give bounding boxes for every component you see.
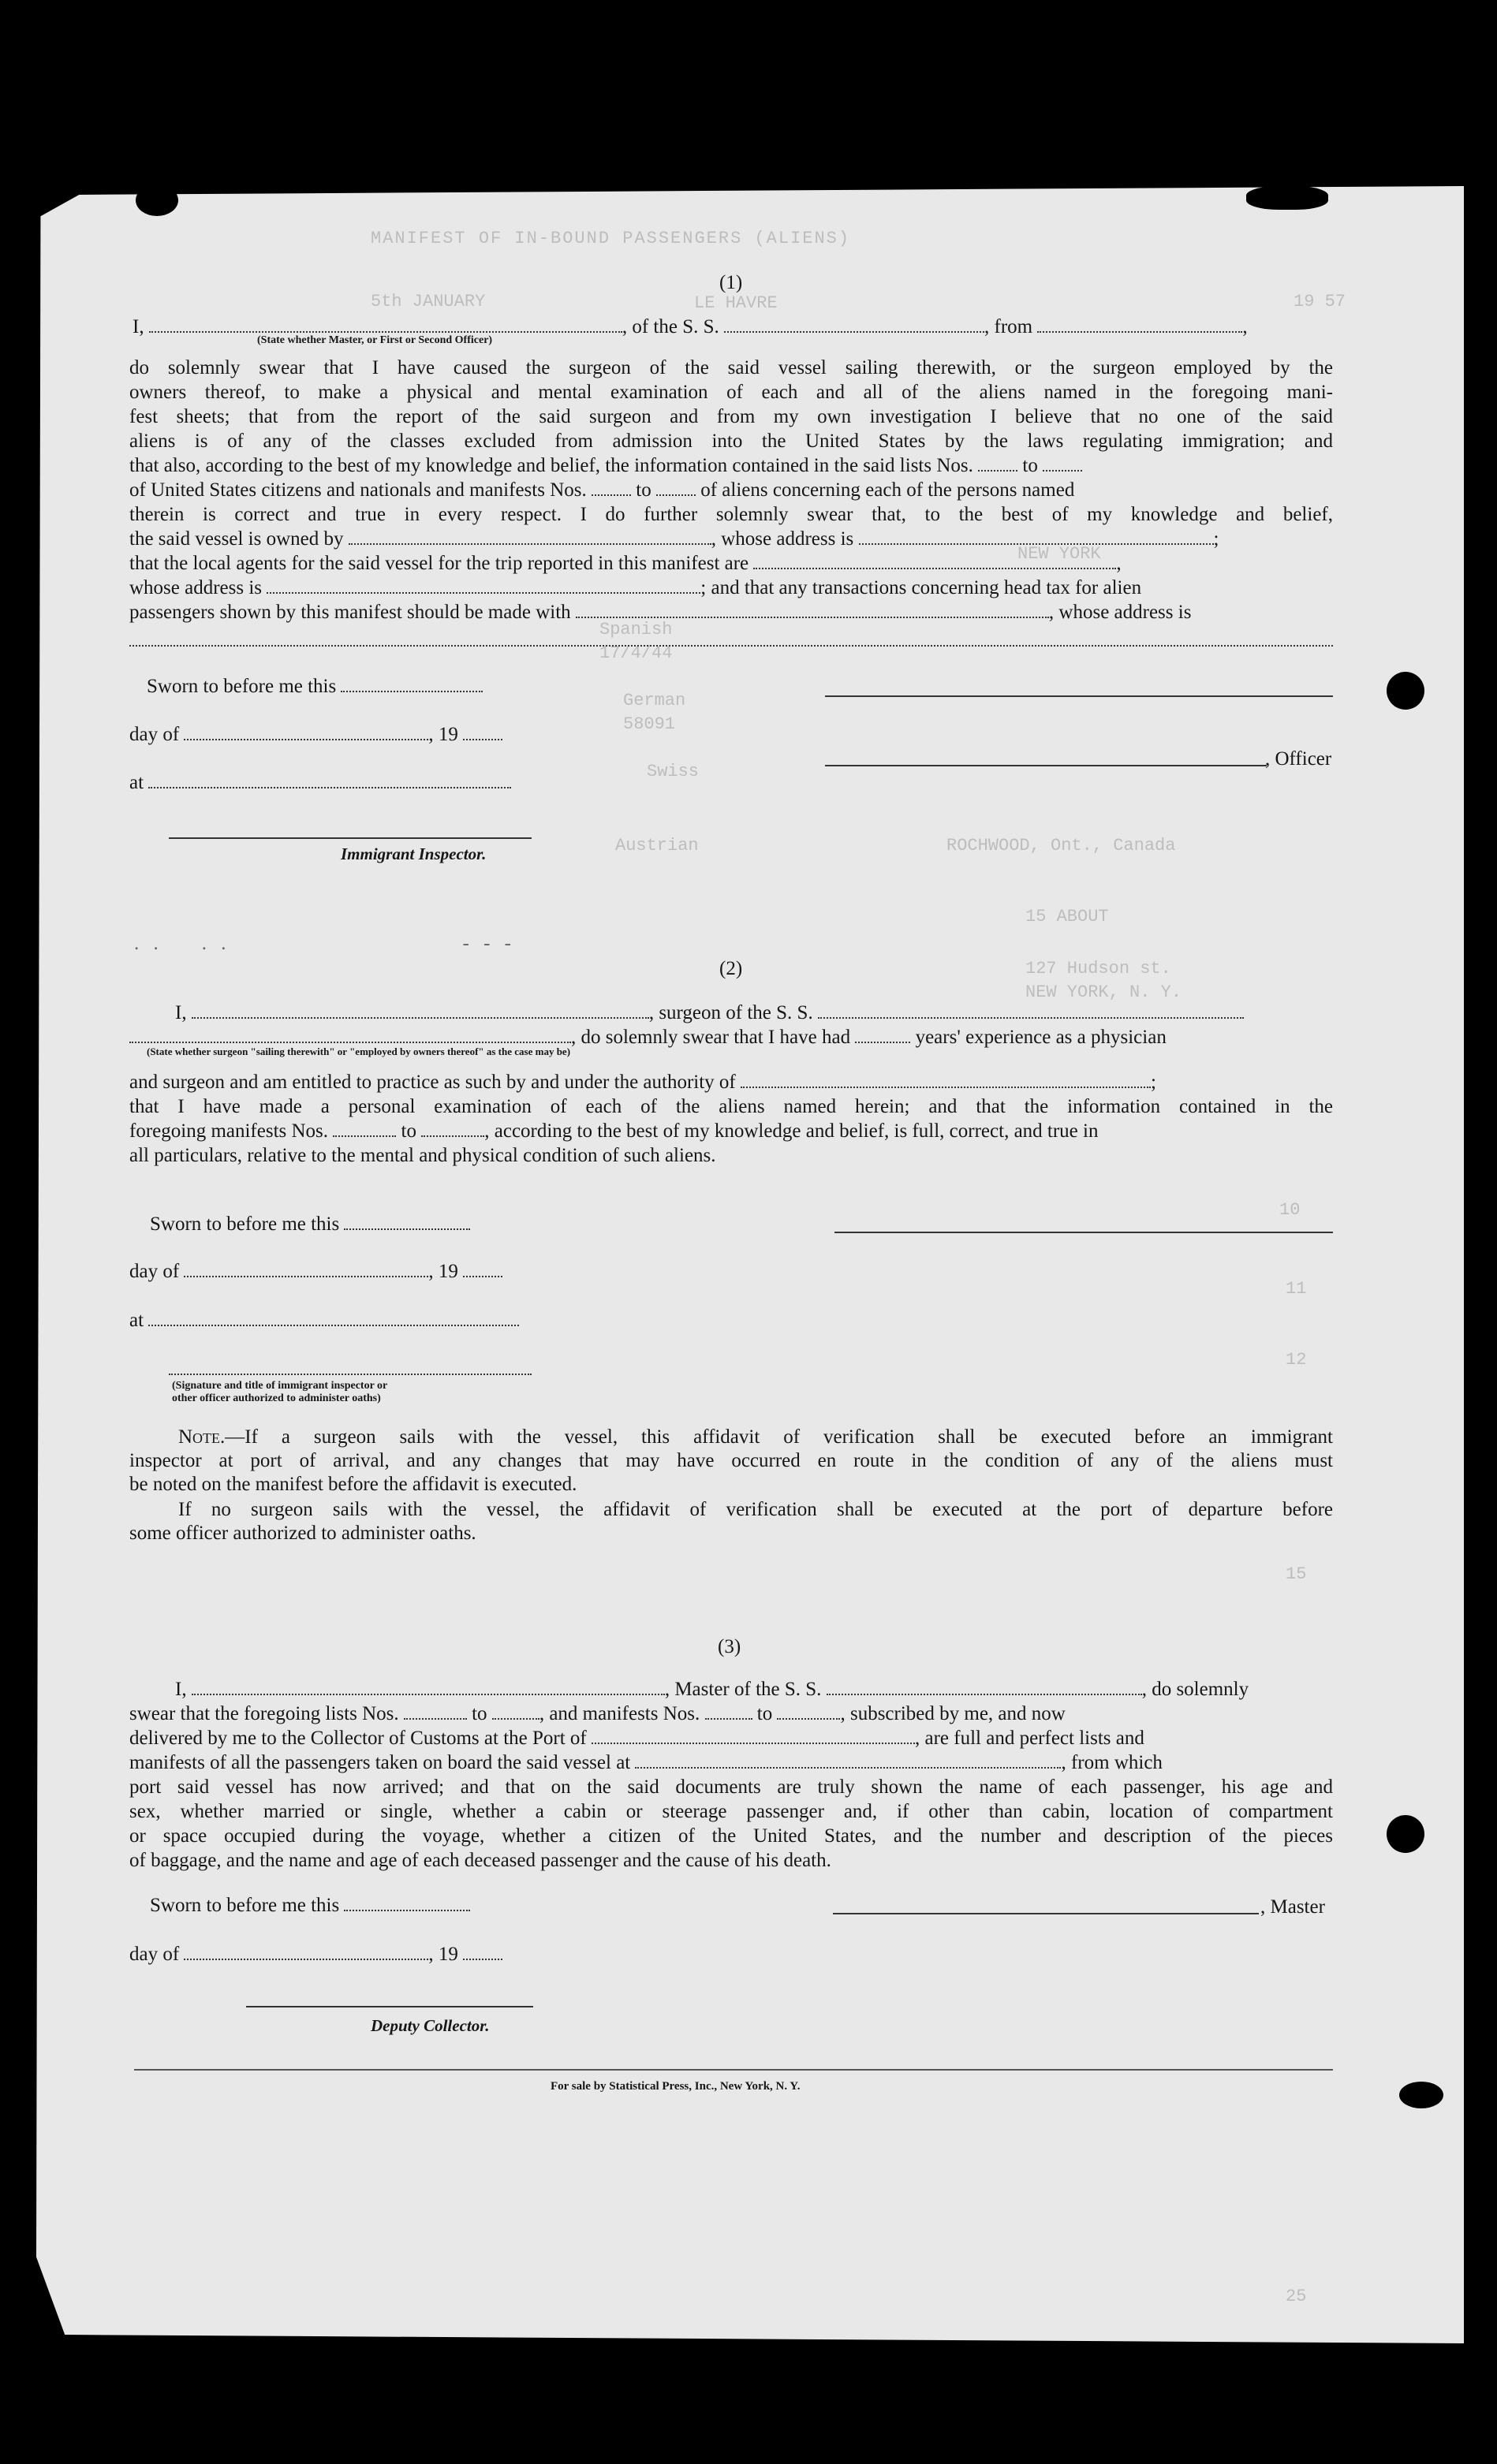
bleed-line: 127 Hudson st. (1025, 959, 1171, 979)
footer-text: For sale by Statistical Press, Inc., New York, N. Y. (551, 2080, 801, 2093)
lists-from-field[interactable] (978, 469, 1017, 472)
text: —If a surgeon sails with the vessel, this affidavit of verification shall be executed before an immigrant (225, 1426, 1333, 1448)
section-2-number: (2) (719, 958, 743, 979)
text: at (129, 1310, 144, 1331)
manifests-from-field[interactable] (592, 494, 631, 496)
surgeon-vessel-field[interactable] (818, 1016, 1244, 1019)
day-of-field[interactable] (184, 1958, 428, 1960)
text: , do solemnly (1141, 1679, 1249, 1700)
text: swear that the foregoing lists Nos. (129, 1703, 399, 1724)
text: to (636, 479, 651, 501)
bleed-line: Spanish (599, 620, 673, 639)
at-label (129, 771, 511, 795)
text: delivered by me to the Collector of Customs at the Port of (129, 1728, 587, 1749)
section-2-line: all particulars, relative to the mental and physical condition of such aliens. (129, 1145, 716, 1166)
years-field[interactable] (855, 1041, 910, 1043)
text: , of the S. S. (622, 316, 719, 337)
year-field[interactable] (463, 1958, 502, 1960)
sworn-label (147, 675, 483, 699)
text: , and manifests Nos. (539, 1703, 700, 1724)
section-3-line: sex, whether married or single, whether a cabin or steerage passenger and, if other than cabin, location of compartment (129, 1801, 1333, 1822)
text: , 19 (428, 1261, 458, 1282)
bleed-margin: 25 (1286, 2287, 1307, 2306)
section-3-line (129, 1702, 1066, 1726)
text: Sworn to before me this (147, 676, 337, 697)
at-label (129, 1309, 519, 1333)
section-3-line: of baggage, and the name and age of each deceased passenger and the cause of his death. (129, 1850, 831, 1871)
section-3-line: port said vessel has now arrived; and that on the said documents are truly shown the name of each passenger, his age and (129, 1776, 1333, 1798)
sworn-date-field[interactable] (344, 1909, 470, 1911)
officer-label: , Officer (1265, 748, 1332, 770)
lists-to-field[interactable] (1043, 469, 1082, 472)
text: I, (175, 1002, 187, 1023)
bleed-line: NEW YORK, N. Y. (1025, 982, 1182, 1002)
bleed-margin: 10 (1279, 1200, 1301, 1220)
text: to (472, 1703, 487, 1724)
inspector-signature-line[interactable] (169, 1374, 532, 1375)
section-1-line (129, 576, 1141, 600)
signature-note: (Signature and title of immigrant inspector or (172, 1380, 388, 1392)
bleed-line: Austrian (615, 836, 699, 856)
note-paragraph: inspector at port of arrival, and any changes that may have occurred en route in the condition of any of the aliens must (129, 1450, 1333, 1471)
text: ; (1213, 528, 1219, 550)
surgeon-manifest-from-field[interactable] (333, 1135, 396, 1137)
year-field[interactable] (463, 1275, 502, 1277)
at-field[interactable] (148, 1324, 519, 1326)
note-paragraph: be noted on the manifest before the affidavit is executed. (129, 1474, 577, 1495)
bleed-margin: 11 (1286, 1279, 1307, 1299)
text: passengers shown by this manifest should be made with (129, 602, 571, 623)
bleed-line: NEW YORK (1017, 544, 1101, 564)
text: that also, according to the best of my knowledge and belief, the information contained in the said lists Nos. (129, 455, 973, 476)
section-1-officer-line: I, , of the S. S. , from , (133, 316, 1248, 337)
text: manifests of all the passengers taken on board the said vessel at (129, 1752, 631, 1773)
section-1-line (129, 552, 1122, 576)
bleed-origin: LE HAVRE (694, 293, 778, 313)
section-2-line: that I have made a personal examination of each of the aliens named herein; and that the information contained in the (129, 1096, 1333, 1117)
sworn-label (150, 1894, 470, 1918)
text: , from which (1061, 1752, 1163, 1773)
text: at (129, 772, 144, 793)
sworn-date-field[interactable] (344, 1228, 470, 1230)
section-1-line: owners thereof, to make a physical and mental examination of each and all of the aliens named in the foregoing mani- (129, 382, 1333, 403)
text: day of (129, 724, 180, 745)
note-paragraph: some officer authorized to administer oaths. (129, 1523, 476, 1544)
section-1-line (129, 601, 1191, 624)
master-lists-from-field[interactable] (404, 1717, 467, 1720)
from-port-field[interactable] (1037, 330, 1242, 333)
surgeon-note: (State whether surgeon "sailing therewith" or "employed by owners thereof" as the case may be) (147, 1046, 571, 1057)
officer-line[interactable] (825, 765, 1267, 766)
agents-address-field[interactable] (267, 591, 700, 594)
bleed-line: ROCHWOOD, Ont., Canada (946, 836, 1176, 856)
collector-signature-line[interactable] (246, 2006, 533, 2007)
bleed-margin: 15 (1286, 1564, 1307, 1584)
text: , whose address is (711, 528, 854, 550)
text: years' experience as a physician (915, 1027, 1167, 1048)
bleed-header: MANIFEST OF IN-BOUND PASSENGERS (ALIENS) (371, 229, 851, 248)
owner-address-field[interactable] (859, 542, 1214, 545)
note-paragraph (178, 1426, 1333, 1449)
sworn-label (150, 1213, 470, 1236)
section-2-line (129, 1071, 1156, 1094)
surgeon-status-field[interactable] (129, 1041, 571, 1043)
officer-signature-line[interactable] (825, 695, 1333, 697)
text: , 19 (428, 1944, 458, 1965)
bleed-year: 19 57 (1294, 292, 1346, 311)
separator: . . . . - - - (134, 933, 516, 954)
text: to (1022, 455, 1038, 476)
sworn-date-field[interactable] (341, 690, 483, 692)
year-field[interactable] (463, 738, 502, 740)
text: I, (133, 316, 144, 337)
text: ; and that any transactions concerning head tax for alien (700, 577, 1142, 598)
text: day of (129, 1261, 180, 1282)
section-1-line (129, 479, 1074, 502)
note-paragraph: If no surgeon sails with the vessel, the affidavit of verification shall be executed at the port of departure before (178, 1499, 1333, 1520)
punch-hole-top (1387, 672, 1424, 710)
vessel-name-field[interactable] (724, 330, 984, 333)
master-lists-to-field[interactable] (492, 1717, 539, 1720)
section-2-line (129, 1120, 1098, 1143)
text: , subscribed by me, and now (840, 1703, 1066, 1724)
section-2-line (175, 1001, 1244, 1025)
section-1-line: do solemnly swear that I have caused the surgeon of the said vessel sailing therewith, or the surgeon employed by the (129, 357, 1333, 378)
address-line[interactable] (129, 645, 1333, 647)
section-1-line: fest sheets; that from the report of the said surgeon and from my own investigation I believe that no one of the said (129, 406, 1333, 427)
authority-field[interactable] (741, 1086, 1151, 1088)
section-1-line (129, 527, 1219, 551)
text: , according to the best of my knowledge and belief, is full, correct, and true in (484, 1120, 1099, 1142)
bleed-date: 5th JANUARY (371, 292, 486, 311)
owner-field[interactable] (349, 542, 711, 545)
text: , from (984, 316, 1033, 337)
text: whose address is (129, 577, 263, 598)
text: , whose address is (1048, 602, 1192, 623)
head-tax-contact-field[interactable] (576, 616, 1049, 618)
surgeon-manifest-to-field[interactable] (421, 1135, 484, 1137)
collector-label: Deputy Collector. (371, 2016, 490, 2035)
section-3-line (129, 1727, 1144, 1750)
day-of-label (129, 1943, 502, 1966)
master-manifests-to-field[interactable] (777, 1717, 840, 1720)
bleed-margin: 12 (1286, 1350, 1307, 1370)
text: , are full and perfect lists and (915, 1728, 1144, 1749)
section-1-line: therein is correct and true in every respect. I do further solemnly swear that, to the best of my knowledge and belief, (129, 504, 1333, 525)
bleed-line: 15 ABOUT (1025, 907, 1109, 926)
master-signature-line[interactable] (833, 1913, 1259, 1914)
surgeon-name-field[interactable] (192, 1016, 649, 1019)
bleed-line: German (623, 691, 686, 710)
day-of-field[interactable] (184, 1275, 428, 1277)
text: , (1116, 553, 1122, 574)
agents-field[interactable] (753, 567, 1116, 569)
section-1-line: aliens is of any of the classes excluded from admission into the United States by the laws regulating immigration; and (129, 431, 1333, 452)
text: and surgeon and am entitled to practice as such by and under the authority of (129, 1072, 736, 1093)
bleed-line: 58091 (623, 714, 676, 734)
text: of United States citizens and nationals and manifests Nos. (129, 479, 587, 501)
text: , Master of the S. S. (664, 1679, 822, 1700)
text: foregoing manifests Nos. (129, 1120, 329, 1142)
footer-rule (134, 2069, 1333, 2071)
master-name-field[interactable] (192, 1693, 665, 1695)
master-manifests-from-field[interactable] (705, 1717, 752, 1720)
inspector-label: Immigrant Inspector. (341, 844, 487, 863)
bleed-line: Swiss (647, 762, 700, 781)
master-label: , Master (1260, 1896, 1325, 1918)
inspector-signature-line[interactable] (169, 837, 532, 839)
day-of-label (129, 1260, 502, 1284)
text: ; (1151, 1072, 1156, 1093)
day-of-field[interactable] (184, 738, 428, 740)
master-vessel-field[interactable] (827, 1693, 1142, 1695)
departure-port-field[interactable] (635, 1766, 1061, 1769)
section-3-number: (3) (718, 1636, 741, 1657)
torn-corner-left (136, 185, 178, 216)
text: Sworn to before me this (150, 1895, 340, 1916)
text: I, (175, 1679, 187, 1700)
section-3-line: or space occupied during the voyage, whether a citizen of the United States, and the number and description of the pieces (129, 1825, 1333, 1847)
section-3-line (175, 1678, 1249, 1702)
text: , do solemnly swear that I have had (571, 1027, 851, 1048)
text: that the local agents for the said vessel for the trip reported in this manifest are (129, 553, 749, 574)
section-3-line (129, 1751, 1163, 1775)
note-label: Note. (178, 1426, 226, 1448)
bleed-line: 17/4/44 (599, 643, 673, 663)
text: the said vessel is owned by (129, 528, 344, 550)
torn-corner-right (1246, 186, 1328, 210)
signature-note: other officer authorized to administer oaths) (172, 1392, 381, 1404)
port-field[interactable] (592, 1742, 915, 1744)
at-field[interactable] (148, 786, 511, 788)
torn-edge-right (1399, 2082, 1443, 2108)
officer-note: (State whether Master, or First or Second Officer) (257, 334, 493, 346)
manifests-to-field[interactable] (656, 494, 696, 496)
punch-hole-bottom (1387, 1815, 1424, 1853)
text: of aliens concerning each of the persons named (700, 479, 1075, 501)
text: Sworn to before me this (150, 1213, 340, 1235)
officer-name-field[interactable] (149, 330, 622, 333)
surgeon-signature-line[interactable] (834, 1232, 1333, 1233)
text: to (401, 1120, 416, 1142)
text: day of (129, 1944, 180, 1965)
day-of-label (129, 723, 502, 747)
text: , 19 (428, 724, 458, 745)
section-1-line (129, 454, 1082, 478)
section-1-number: (1) (719, 272, 743, 293)
text: to (756, 1703, 773, 1724)
text: , surgeon of the S. S. (648, 1002, 813, 1023)
